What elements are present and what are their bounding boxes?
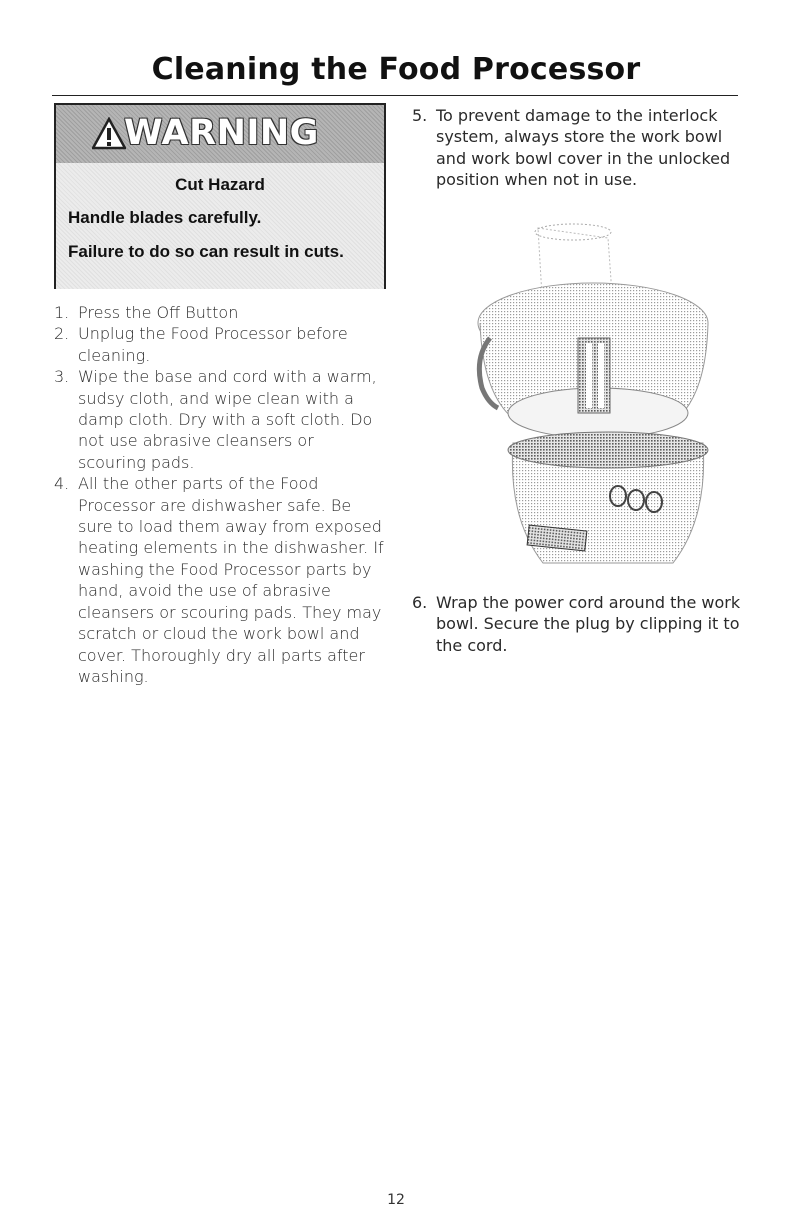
step-item [412,592,744,656]
cleaning-steps-left [54,302,384,687]
food-processor-illustration [468,218,718,578]
step-number: 3. [54,367,70,387]
step-text: All the other parts of the Food Processor are dishwasher safe. Be sure to load them away from exposed heating elements in the dishwasher. If washing the Food Processor parts by hand, avoid the use of abrasive cleansers or scouring pads. They may scratch or cloud the work bowl and cover. Thoroughly dry all parts after washing. [78,474,384,686]
step-text: Unplug the Food Processor before cleaning. [78,324,348,365]
warning-label: WARNING [124,113,319,153]
warning-line: Failure to do so can result in cuts. [68,242,344,261]
step-item [54,366,384,473]
title-divider [52,95,738,96]
step-number: 2. [54,324,70,344]
warning-box [54,103,386,289]
step-item [412,105,744,191]
cleaning-steps-right-bottom [412,592,744,656]
warning-body [56,163,384,289]
step-item [54,323,384,366]
page-number: 12 [387,1192,405,1208]
step-text: Wrap the power cord around the work bowl. Secure the plug by clipping it to the cord. [436,593,741,655]
warning-line: Handle blades carefully. [68,208,262,227]
hazard-title: Cut Hazard [175,175,265,194]
step-item [54,302,384,323]
step-text: Wipe the base and cord with a warm, sudsy cloth, and wipe clean with a damp cloth. Dry with a soft cloth. Do not use abrasive cleansers or scouring pads. [78,367,377,472]
step-number: 6. [412,593,428,612]
warning-header [56,105,384,165]
step-number: 1. [54,303,70,322]
cleaning-steps-right [412,105,744,191]
step-text: To prevent damage to the interlock system, always store the work bowl and work bowl cover in the unlocked position when not in use. [436,106,731,190]
warning-triangle-icon [92,117,126,151]
page-title: Cleaning the Food Processor [151,52,641,87]
step-number: 5. [412,106,428,125]
step-number: 4. [54,474,70,494]
step-item [54,473,384,687]
step-text: Press the Off Button [78,303,239,322]
